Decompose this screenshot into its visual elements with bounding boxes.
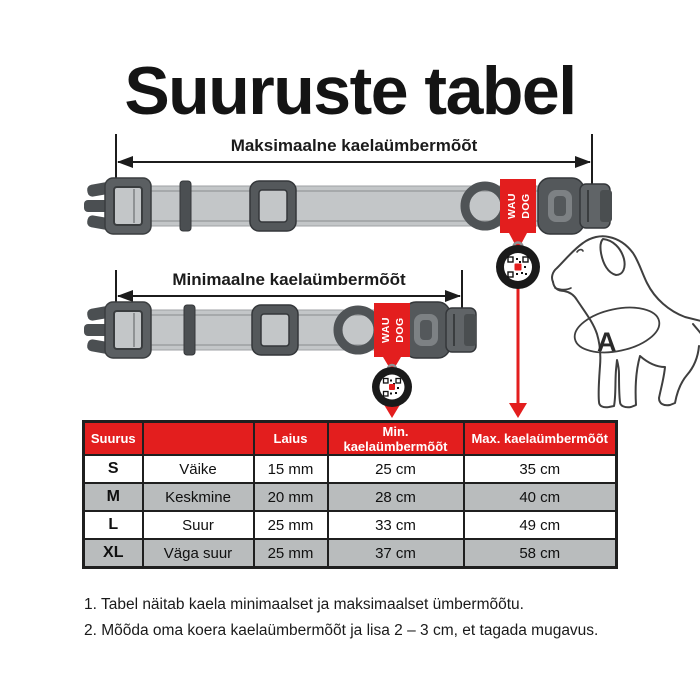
brand-tag-text: DOG	[393, 317, 406, 343]
table-row	[84, 455, 617, 483]
brand-tag	[500, 179, 536, 250]
cell-width: 20 mm	[254, 483, 328, 511]
header-suurus: Suurus	[84, 422, 143, 456]
header-empty	[143, 422, 254, 456]
tri-glide-slider	[250, 181, 296, 231]
cell-min: 37 cm	[328, 539, 464, 568]
min-dimension-label: Minimaalne kaelaümbermõõt	[172, 270, 406, 289]
cell-min: 25 cm	[328, 455, 464, 483]
tri-glide-slider	[252, 305, 298, 355]
side-release-buckle-male	[84, 178, 151, 234]
brand-tag-text: WAU	[505, 193, 518, 219]
cell-size: L	[84, 511, 143, 539]
dog-outline	[552, 236, 700, 407]
cell-size: XL	[84, 539, 143, 568]
qr-pendant	[372, 365, 412, 407]
max-dimension-label: Maksimaalne kaelaümbermõõt	[230, 136, 478, 155]
strap-keeper	[180, 181, 191, 231]
table-row	[84, 539, 617, 568]
cell-width: 15 mm	[254, 455, 328, 483]
page-title: Suuruste tabel	[124, 53, 576, 129]
size-table	[82, 420, 618, 569]
cell-size: M	[84, 483, 143, 511]
header-min: Min. kaelaümbermõõt	[328, 422, 464, 456]
brand-tag-text: DOG	[519, 193, 532, 219]
red-arrow-max-column	[509, 268, 527, 418]
cell-max: 58 cm	[464, 539, 617, 568]
footnotes	[84, 592, 598, 644]
cell-min: 33 cm	[328, 511, 464, 539]
brand-tag	[374, 303, 410, 372]
header-laius: Laius	[254, 422, 328, 456]
strap-keeper	[184, 305, 195, 355]
side-release-buckle-female	[404, 302, 476, 358]
qr-pendant	[496, 243, 540, 290]
side-release-buckle-male	[84, 302, 151, 358]
cell-name: Keskmine	[143, 483, 254, 511]
cell-name: Väike	[143, 455, 254, 483]
header-max: Max. kaelaümbermõõt	[464, 422, 617, 456]
cell-max: 49 cm	[464, 511, 617, 539]
brand-tag-text: WAU	[379, 317, 392, 343]
neck-marker-a: A	[597, 327, 617, 357]
cell-name: Suur	[143, 511, 254, 539]
footnote-2: 2. Mõõda oma koera kaelaümbermõõt ja lisa 2 – 3 cm, et tagada mugavus.	[84, 622, 599, 639]
table-row	[84, 511, 617, 539]
cell-width: 25 mm	[254, 539, 328, 568]
cell-name: Väga suur	[143, 539, 254, 568]
cell-width: 25 mm	[254, 511, 328, 539]
collar-min-diagram	[84, 302, 476, 407]
table-row	[84, 483, 617, 511]
cell-size: S	[84, 455, 143, 483]
side-release-buckle-female	[538, 178, 612, 234]
cell-min: 28 cm	[328, 483, 464, 511]
footnote-1: 1. Tabel näitab kaela minimaalset ja maksimaalset ümbermõõtu.	[84, 596, 524, 613]
cell-max: 35 cm	[464, 455, 617, 483]
table-header-row	[84, 422, 617, 456]
cell-max: 40 cm	[464, 483, 617, 511]
